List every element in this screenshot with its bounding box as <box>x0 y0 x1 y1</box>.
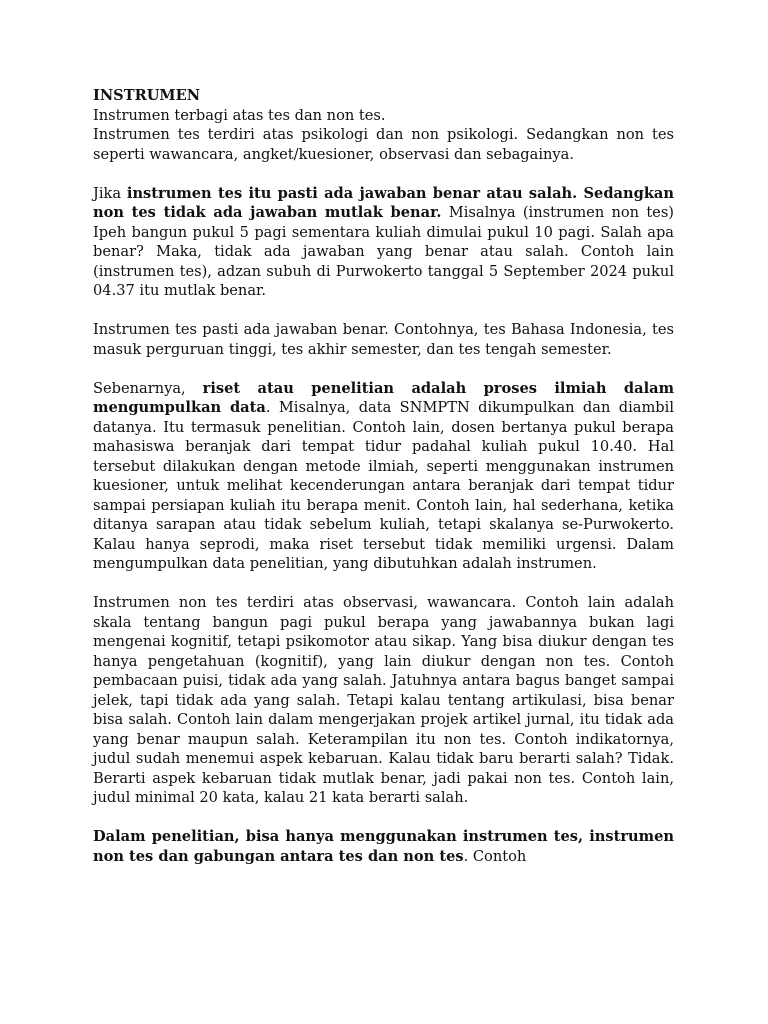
paragraph-3: Instrumen tes pasti ada jawaban benar. Contohnya, tes Bahasa Indonesia, tes masuk perguruan tinggi, tes akhir semester, dan tes tengah semester. <box>93 321 674 358</box>
paragraph-6-text-1: . Contoh <box>463 847 527 865</box>
paragraph-4-text-1: Sebenarnya, <box>93 379 203 397</box>
paragraph-4-bold: riset atau penelitian adalah proses ilmiah dalam mengumpulkan data <box>93 379 675 416</box>
paragraph-4 <box>93 379 674 574</box>
document-title: INSTRUMEN <box>93 87 201 104</box>
paragraph-2-text-1: Jika <box>93 184 127 202</box>
paragraph-4-text-2: . Misalnya, data SNMPTN dikumpulkan dan diambil datanya. Itu termasuk penelitian. Contoh lain, dosen bertanya pukul berapa mahasiswa beranjak dari tempat tidur padahal kuliah pukul 10.40. Hal tersebut dilakukan dengan metode ilmiah, seperti menggunakan instrumen kuesioner, untuk melihat kecenderungan antara beranjak dari tempat tidur sampai persiapan kuliah itu berapa menit. Contoh lain, hal sederhana, ketika ditanya sarapan atau tidak sebelum kuliah, tetapi skalanya se-Purwokerto. Kalau hanya seprodi, maka riset tersebut tidak memiliki urgensi. Dalam mengumpulkan data penelitian, yang dibutuhkan adalah instrumen. <box>93 399 674 572</box>
paragraph-6 <box>93 827 674 866</box>
paragraph-2-bold: instrumen tes itu pasti ada jawaban benar atau salah. Sedangkan non tes tidak ada jawaban mutlak benar. <box>93 184 674 221</box>
paragraph-6-bold: Dalam penelitian, bisa hanya menggunakan instrumen tes, instrumen non tes dan gabungan antara tes dan non tes <box>93 828 674 865</box>
paragraph-1: Instrumen tes terdiri atas psikologi dan non psikologi. Sedangkan non tes seperti wawancara, angket/kuesioner, observasi dan sebagainya. <box>93 126 674 163</box>
paragraph-2 <box>93 184 674 301</box>
intro-line: Instrumen terbagi atas tes dan non tes. <box>93 106 386 124</box>
paragraph-2-text-2: Misalnya (instrumen non tes) Ipeh bangun pukul 5 pagi sementara kuliah dimulai pukul 10 pagi. Salah apa benar? Maka, tidak ada jawaban yang benar atau salah. Contoh lain (instrumen tes), adzan subuh di Purwokerto tanggal 5 September 2024 pukul 04.37 itu mutlak benar. <box>93 204 675 299</box>
document-page <box>93 86 674 886</box>
paragraph-5: Instrumen non tes terdiri atas observasi, wawancara. Contoh lain adalah skala tentang bangun pagi pukul berapa yang jawabannya bukan lagi mengenai kognitif, tetapi psikomotor atau sikap. Yang bisa diukur dengan tes hanya pengetahuan (kognitif), yang lain diukur dengan non tes. Contoh pembacaan puisi, tidak ada yang salah. Jatuhnya antara bagus banget sampai jelek, tapi tidak ada yang salah. Tetapi kalau tentang artikulasi, bisa benar bisa salah. Contoh lain dalam mengerjakan projek artikel jurnal, itu tidak ada yang benar maupun salah. Keterampilan itu non tes. Contoh indikatornya, judul sudah menemui aspek kebaruan. Kalau tidak baru berarti salah? Tidak. Berarti aspek kebaruan tidak mutlak benar, jadi pakai non tes. Contoh lain, judul minimal 20 kata, kalau 21 kata berarti salah. <box>93 594 674 806</box>
